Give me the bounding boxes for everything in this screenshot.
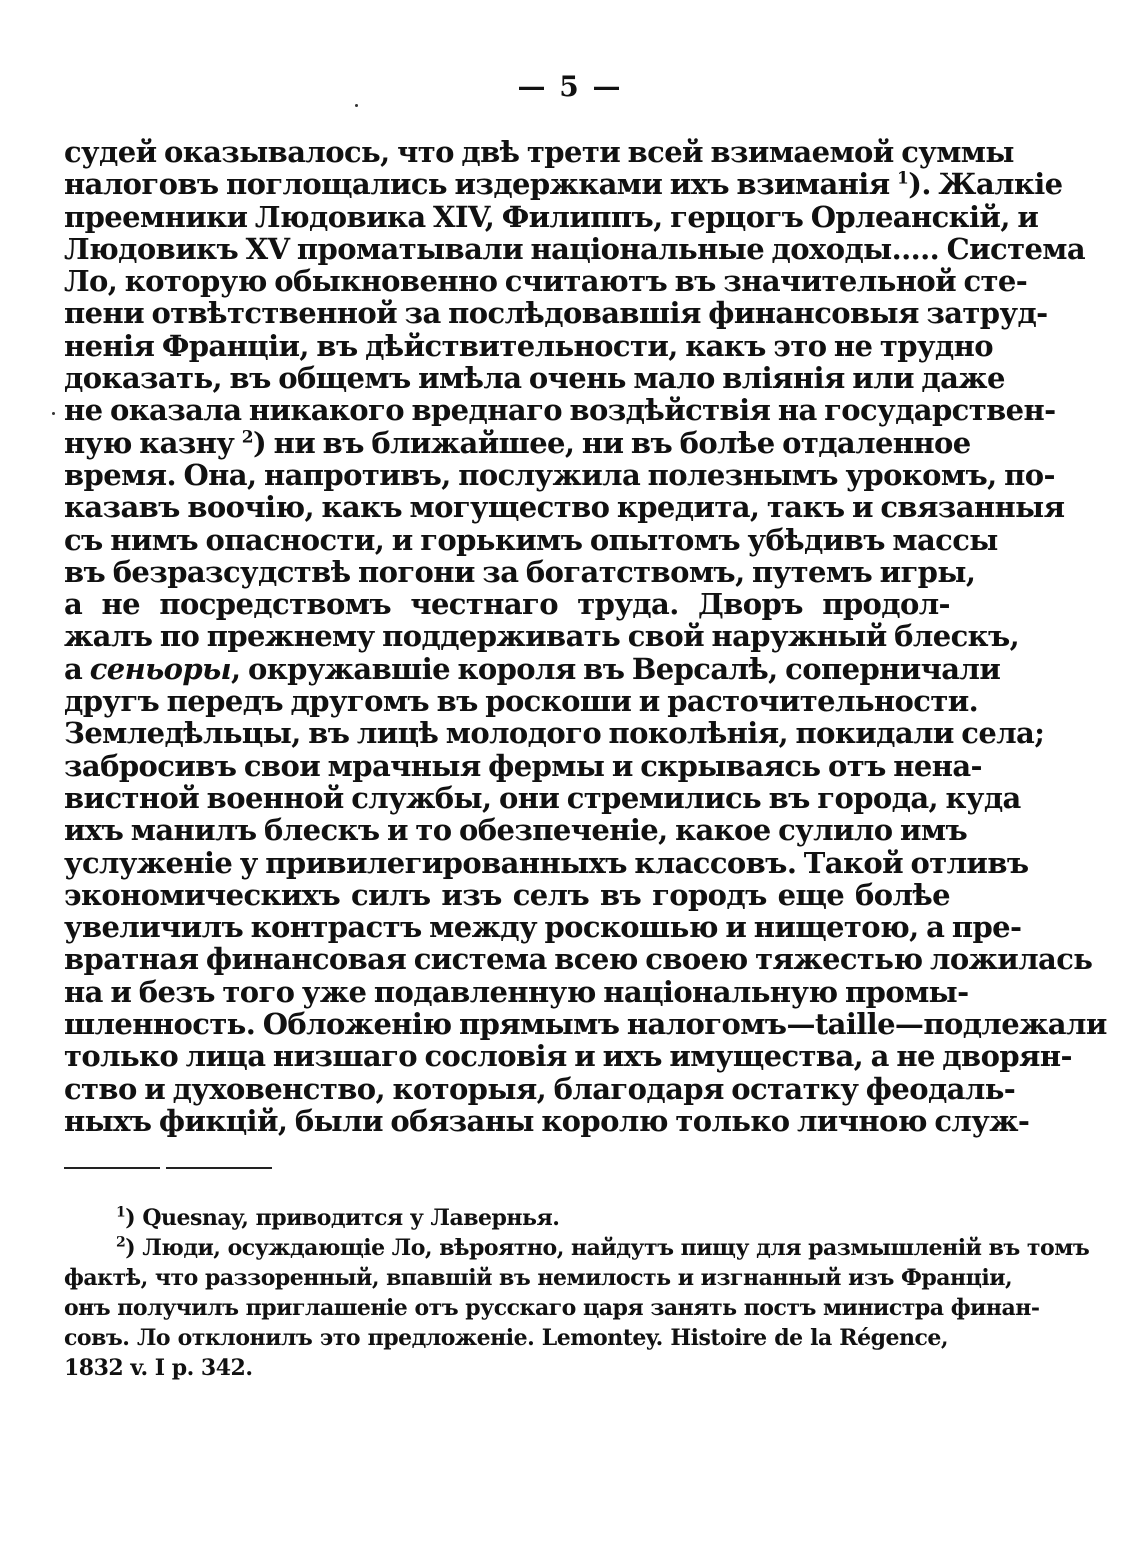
body-line-23: услуженіе у привилегированныхъ классовъ. Такой отливъ (64, 845, 1029, 880)
footnote-1-mark: 1 (116, 1204, 126, 1221)
footnote-2-mark: 2 (116, 1234, 126, 1251)
footnote-1-text: ) Quesnay, приводится у Лавернья. (125, 1205, 560, 1231)
body-line-17-text: а (64, 651, 83, 686)
body-line-14: въ безразсудствѣ погони за богатствомъ, путемъ игры, (64, 554, 976, 589)
body-line-6: пени отвѣтственной за послѣдовавшія финансовыя затруд- (64, 296, 1048, 331)
body-line-28: шленность. Обложенію прямымъ налогомъ—taille—подлежали (64, 1007, 1107, 1042)
body-line-10 (64, 425, 971, 460)
footnotes (64, 1203, 1090, 1383)
body-line-29: только лица низшаго сословія и ихъ имущества, а не дворян- (64, 1039, 1072, 1074)
body-line-19: Земледѣльцы, въ лицѣ молодого поколѣнія, покидали села; (64, 716, 1045, 751)
body-line-30: ство и духовенство, которыя, благодаря остатку феодаль- (64, 1071, 1016, 1106)
footnote-2-line-5: 1832 v. I p. 342. (64, 1355, 253, 1381)
body-line-25: увеличилъ контрастъ между роскошью и нищетою, а пре- (64, 910, 1022, 945)
body-line-3: преемники Людовика XIV, Филиппъ, герцогъ Орлеанскій, и (64, 199, 1039, 234)
body-line-10-tail: ) ни въ ближайшее, ни въ болѣе отдаленное (253, 425, 971, 460)
body-line-12: казавъ воочію, какъ могущество кредита, такъ и связанныя (64, 490, 1065, 525)
body-line-17 (64, 651, 1001, 686)
body-line-9: не оказала никакого вреднаго воздѣйствія на государствен- (64, 393, 1056, 428)
footnote-2-line-1 (64, 1233, 1090, 1263)
body-line-1: судей оказывалось, что двѣ трети всей взимаемой суммы (64, 135, 1014, 169)
body-line-7: ненія Франціи, въ дѣйствительности, какъ это не трудно (64, 328, 994, 363)
footnote-divider-gap (160, 1163, 166, 1171)
body-line-18: другъ передъ другомъ въ роскоши и расточительности. (64, 684, 979, 719)
body-line-20: забросивъ свои мрачныя фермы и скрываясь отъ нена- (64, 748, 982, 783)
body-line-11: время. Она, напротивъ, послужила полезнымъ урокомъ, по- (64, 457, 1055, 492)
body-line-22: ихъ манилъ блескъ и то обезпеченіе, какое сулило имъ (64, 813, 968, 848)
footnote-divider (64, 1167, 272, 1169)
footnote-2-line-2: фактѣ, что раззоренный, впавшій въ немилость и изгнанный изъ Франціи, (64, 1265, 1013, 1291)
body-line-13: съ нимъ опасности, и горькимъ опытомъ убѣдивъ массы (64, 522, 998, 557)
body-line-4: Людовикъ XV проматывали національные доходы..... Система (64, 231, 1086, 266)
body-line-2-text: налоговъ поглощались издержками ихъ взиманія (64, 167, 890, 202)
body-line-5: Ло, которую обыкновенно считаютъ въ значительной сте- (64, 264, 1028, 299)
body-line-17-tail: , окружавшіе короля въ Версалѣ, соперничали (231, 651, 1001, 686)
footnote-1 (64, 1203, 948, 1233)
italic-word-seniors: сеньоры (89, 651, 232, 686)
body-line-27: на и безъ того уже подавленную національную промы- (64, 974, 969, 1009)
body-line-16: жалъ по прежнему поддерживать свой наружный блескъ, (64, 619, 1020, 654)
body-line-8: доказать, въ общемъ имѣла очень мало вліянія или даже (64, 361, 1005, 396)
body-line-2 (64, 167, 1063, 202)
footnote-2-line-1-text: ) Люди, осуждающіе Ло, вѣроятно, найдутъ пищу для размышленій въ томъ (125, 1235, 1090, 1261)
body-line-21: вистной военной службы, они стремились въ города, куда (64, 780, 1021, 815)
body-line-24: экономическихъ силъ изъ селъ въ городъ еще болѣе (64, 877, 950, 912)
footnote-ref-1: 1 (897, 168, 909, 189)
body-line-15: а не посредствомъ честнаго труда. Дворъ продол- (64, 587, 950, 622)
body-line-2-tail: ). Жалкіе (908, 167, 1063, 202)
body-line-26: вратная финансовая система всею своею тяжестью ложилась (64, 942, 1093, 977)
footnote-ref-2: 2 (241, 427, 253, 448)
body-line-31: ныхъ фикцій, были обязаны королю только личною служ- (64, 1103, 1030, 1138)
footnote-2-line-3: онъ получилъ приглашеніе отъ русскаго царя занять постъ министра финан- (64, 1295, 1040, 1321)
print-speck (52, 412, 55, 415)
page-number: — 5 — (517, 70, 623, 103)
print-speck (355, 104, 358, 107)
body-line-10-text: ную казну (64, 425, 235, 460)
footnote-2-line-4: совъ. Ло отклонилъ это предложеніе. Lemontey. Histoire de la Régence, (64, 1325, 948, 1351)
body-text (64, 135, 1107, 1138)
